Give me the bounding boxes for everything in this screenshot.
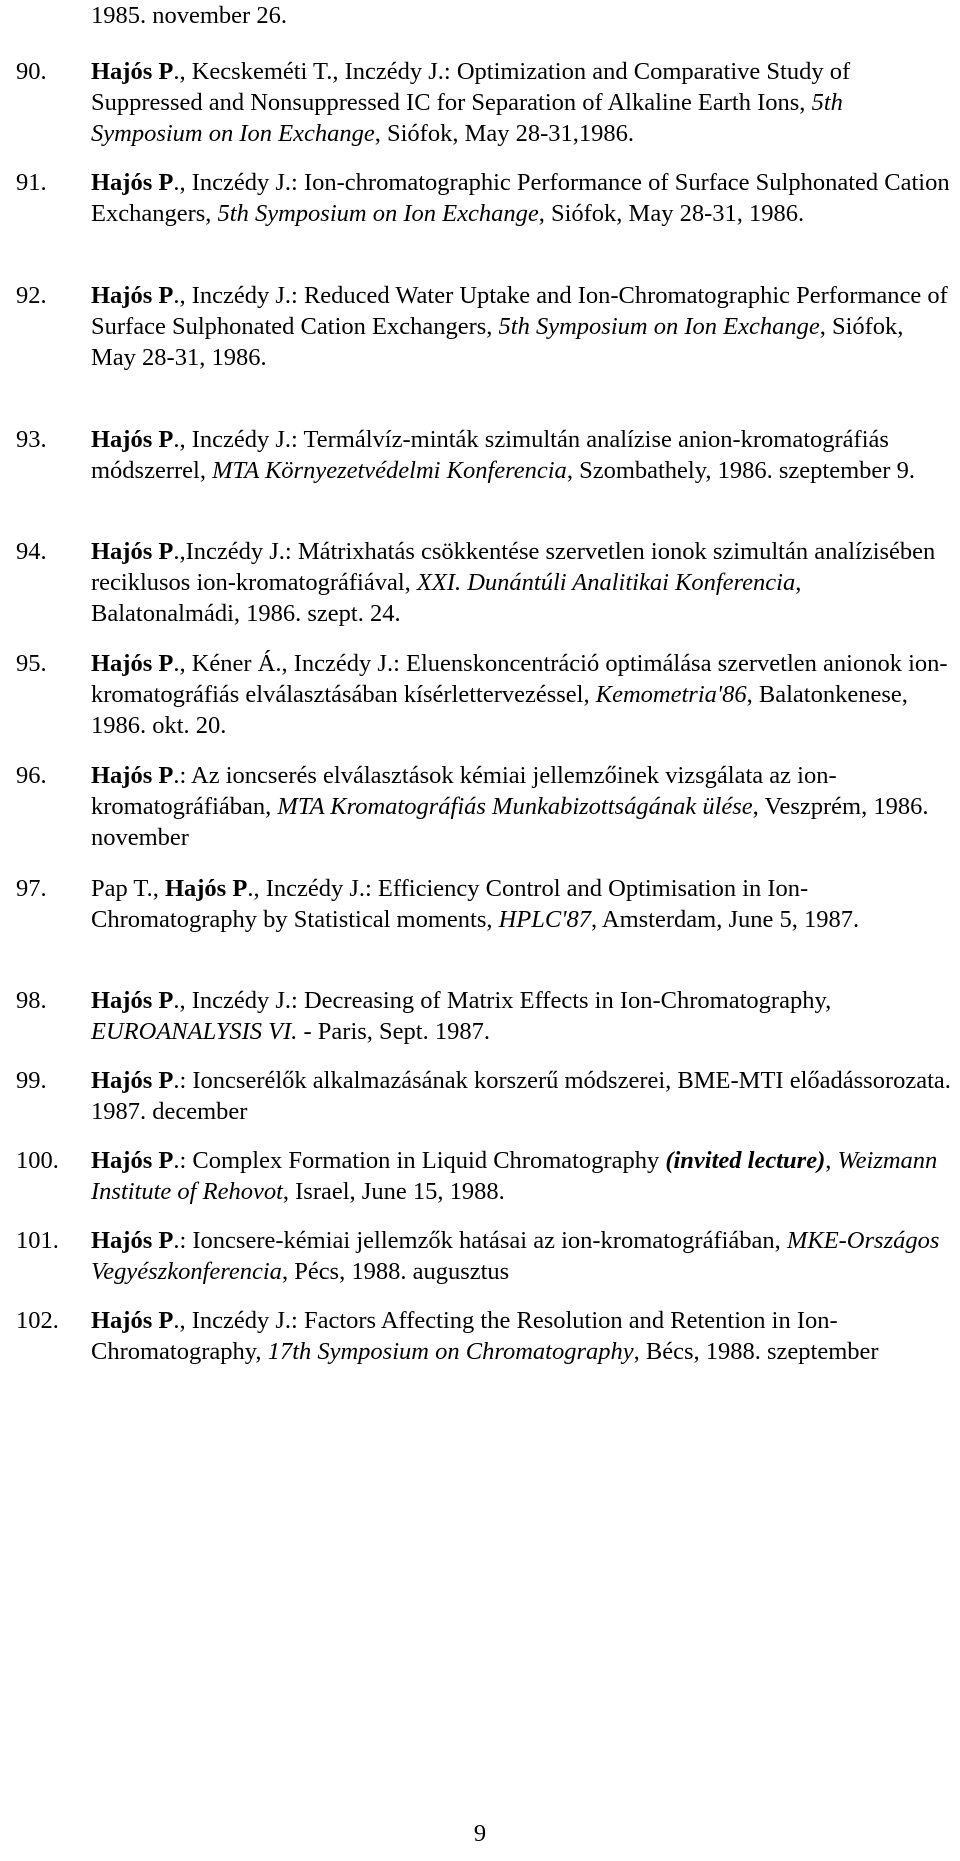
reference-text — [91, 424, 951, 486]
reference-segment: ., Inczédy J.: Decreasing of Matrix Effects in Ion-Chromatography, — [173, 987, 832, 1014]
reference-segment: ., Inczédy J.: Ion-chromatographic Performance of Surface Sulphonated Cation Exchangers, — [91, 169, 950, 227]
reference-segment: .: Ioncserélők alkalmazásának korszerű módszerei, BME-MTI előadássorozata. 1987. december — [91, 1067, 951, 1125]
reference-segment: , Szombathely, 1986. szeptember 9. — [566, 457, 915, 484]
reference-segment: .: Complex Formation in Liquid Chromatography — [173, 1147, 666, 1174]
author-bold: Hajós P — [91, 426, 174, 453]
reference-text — [91, 1225, 951, 1287]
reference-text — [91, 1065, 951, 1127]
continued-line: 1985. november 26. — [91, 2, 287, 29]
reference-segment: .: Az ioncserés elválasztások kémiai jellemzőinek vizsgálata az ion-kromatográfiában, — [91, 762, 837, 820]
reference-text — [91, 648, 951, 741]
author-bold: Hajós P — [91, 58, 174, 85]
venue: HPLC'87 — [498, 906, 591, 933]
reference-segment: , Siófok, May 28-31, 1986. — [91, 313, 904, 371]
reference-text — [91, 873, 951, 935]
reference-number: 102. — [16, 1307, 59, 1334]
reference-segment: - Paris, Sept. 1987. — [297, 1018, 490, 1045]
reference-segment: , — [825, 1147, 838, 1174]
reference-segment: ., Inczédy J.: Termálvíz-minták szimultán analízise anion-kromatográfiás módszerrel, — [91, 426, 889, 484]
reference-segment: , Bécs, 1988. szeptember — [633, 1338, 879, 1365]
venue: 5th Symposium on Ion Exchange — [217, 200, 539, 227]
venue: Kemometria'86 — [595, 681, 747, 708]
reference-segment: ., Inczédy J.: Reduced Water Uptake and Ion-Chromatographic Performance of Surface Sulphonated Cation Exchangers, — [91, 282, 948, 340]
reference-segment: .,Inczédy J.: Mátrixhatás csökkentése szervetlen ionok szimultán analízisében reciklusos ion-kromatográfiával, — [91, 538, 936, 596]
reference-text — [91, 985, 951, 1047]
reference-number: 97. — [16, 875, 47, 902]
reference-text — [91, 280, 951, 373]
reference-number: 99. — [16, 1067, 47, 1094]
author-bold: Hajós P — [91, 282, 174, 309]
venue: MTA Kromatográfiás Munkabizottságának ülése — [277, 793, 753, 820]
author-bold: Hajós P — [91, 1227, 174, 1254]
author-bold: Hajós P — [164, 875, 248, 902]
venue: 5th Symposium on Ion Exchange — [498, 313, 820, 340]
author-bold: Hajós P — [91, 1147, 174, 1174]
reference-segment: ., Kéner Á., Inczédy J.: Eluenskoncentráció optimálása szervetlen anionok ion-kromatográfiás elválasztásában kísérlettervezéssel, — [91, 650, 948, 708]
reference-number: 94. — [16, 538, 47, 565]
reference-segment: .: Ioncsere-kémiai jellemzők hatásai az ion-kromatográfiában, — [173, 1227, 787, 1254]
reference-segment: Pap T., — [91, 875, 165, 902]
venue: MTA Környezetvédelmi Konferencia — [212, 457, 567, 484]
reference-segment: , Siófok, May 28-31,1986. — [374, 120, 635, 147]
author-bold: Hajós P — [91, 987, 174, 1014]
reference-text — [91, 536, 951, 629]
reference-segment: , Balatonkenese, 1986. okt. 20. — [91, 681, 908, 739]
reference-segment: , Veszprém, 1986. november — [91, 793, 929, 851]
author-bold: Hajós P — [91, 538, 174, 565]
venue: XXI. Dunántúli Analitikai Konferencia — [416, 569, 796, 596]
author-bold: Hajós P — [91, 762, 174, 789]
reference-number: 101. — [16, 1227, 59, 1254]
venue: EUROANALYSIS VI. — [91, 1018, 298, 1045]
venue: MKE-Országos Vegyészkonferencia — [91, 1227, 940, 1285]
venue: 17th Symposium on Chromatography — [267, 1338, 634, 1365]
invited-note: (invited lecture) — [665, 1147, 826, 1174]
reference-number: 90. — [16, 58, 47, 85]
venue: 5th Symposium on Ion Exchange — [91, 89, 843, 147]
reference-segment: , Israel, June 15, 1988. — [282, 1178, 505, 1205]
reference-segment: , Amsterdam, June 5, 1987. — [590, 906, 860, 933]
reference-segment: ., Inczédy J.: Factors Affecting the Resolution and Retention in Ion- Chromatography, — [91, 1307, 838, 1365]
reference-number: 95. — [16, 650, 47, 677]
reference-number: 91. — [16, 169, 47, 196]
reference-number: 92. — [16, 282, 47, 309]
reference-segment: , Balatonalmádi, 1986. szept. 24. — [91, 569, 802, 627]
reference-text — [91, 760, 951, 853]
reference-number: 93. — [16, 426, 47, 453]
author-bold: Hajós P — [91, 169, 174, 196]
venue: Weizmann Institute of Rehovot — [91, 1147, 938, 1205]
reference-number: 98. — [16, 987, 47, 1014]
page-number: 9 — [473, 1820, 487, 1847]
reference-text — [91, 1305, 951, 1367]
reference-text — [91, 1145, 951, 1207]
reference-segment: ., Inczédy J.: Efficiency Control and Optimisation in Ion-Chromatography by Statistical moments, — [91, 875, 809, 933]
reference-number: 100. — [16, 1147, 59, 1174]
reference-text — [91, 167, 951, 229]
reference-segment: ., Kecskeméti T., Inczédy J.: Optimization and Comparative Study of Suppressed and Nonsuppressed IC for Separation of Alkaline Earth Ions, — [91, 58, 851, 116]
author-bold: Hajós P — [91, 650, 174, 677]
reference-number: 96. — [16, 762, 47, 789]
author-bold: Hajós P — [91, 1307, 174, 1334]
reference-segment: , Siófok, May 28-31, 1986. — [538, 200, 805, 227]
reference-text — [91, 56, 951, 149]
reference-segment: , Pécs, 1988. augusztus — [281, 1258, 510, 1285]
author-bold: Hajós P — [91, 1067, 174, 1094]
